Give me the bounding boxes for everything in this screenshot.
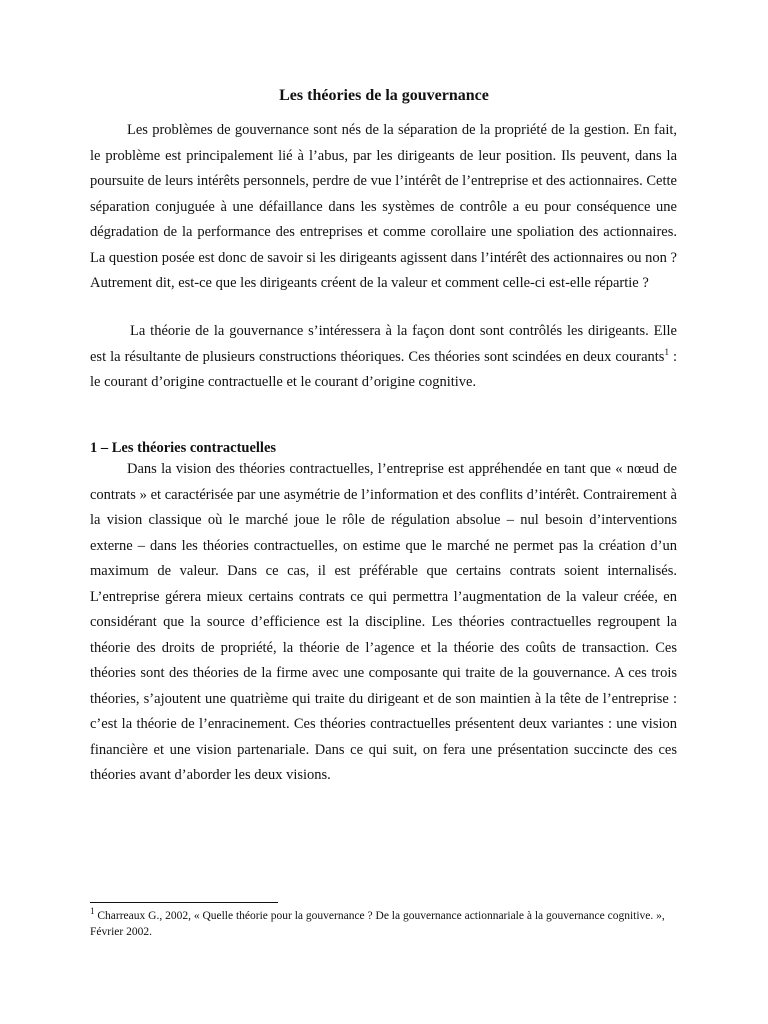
section-heading: 1 – Les théories contractuelles bbox=[90, 440, 277, 456]
footnote-reference: 1 bbox=[664, 346, 669, 357]
footnote-marker: 1 bbox=[90, 906, 95, 917]
paragraph-theory-text: La théorie de la gouvernance s’intéressera à la façon dont sont contrôlés les dirigeants. Elle est la résultante de plusieurs constructions théoriques. Ces théories sont scindées en deux courants bbox=[90, 323, 677, 365]
page-title: Les théories de la gouvernance bbox=[279, 87, 489, 104]
footnote-text: Charreaux G., 2002, « Quelle théorie pour la gouvernance ? De la gouvernance actionnariale à la gouvernance cognitive. », Février 2002. bbox=[90, 910, 665, 938]
footnote-separator bbox=[90, 902, 278, 903]
paragraph-intro: Les problèmes de gouvernance sont nés de la séparation de la propriété de la gestion. En fait, le problème est principalement lié à l’abus, par les dirigeants de leur position. Ils peuvent, dans la poursuite de leurs intérêts personnels, perdre de vue l’intérêt de l’entreprise et des actionnaires. Cette séparation conjuguée à une défaillance dans les systèmes de contrôle a eu pour conséquence une dégradation de la performance des entreprises et comme corollaire une spoliation des actionnaires. La question posée est donc de savoir si les dirigeants agissent dans l’intérêt des actionnaires ou non ? Autrement dit, est-ce que les dirigeants créent de la valeur et comment celle-ci est-elle répartie ? bbox=[90, 122, 677, 291]
paragraph-theory bbox=[90, 319, 677, 396]
paragraph-theory-text-end: : le courant d’origine contractuelle et le courant d’origine cognitive. bbox=[90, 348, 677, 390]
paragraph-contractual: Dans la vision des théories contractuelles, l’entreprise est appréhendée en tant que « nœud de contrats » et caractérisée par une asymétrie de l’information et des conflits d’intérêt. Contrairement à la vision classique où le marché joue le rôle de régulation absolue – nul besoin d’interventions externe – dans les théories contractuelles, on estime que le marché ne permet pas la création d’un maximum de valeur. Dans ce cas, il est préférable que certains contrats soient internalisés. L’entreprise gérera mieux certains contrats ce qui permettra l’augmentation de la valeur créée, en considérant que la source d’efficience est la discipline. Les théories contractuelles regroupent la théorie des droits de propriété, la théorie de l’agence et la théorie des coûts de transaction. Ces théories sont des théories de la firme avec une composante qui traite de la gouvernance. A ces trois théories, s’ajoutent une quatrième qui traite du dirigeant et de son maintien à la tête de l’entreprise : c’est la théorie de l’enracinement. Ces théories contractuelles présentent deux variantes : une vision financière et une vision partenariale. Dans ce qui suit, on fera une présentation succincte des ces théories avant d’aborder les deux visions. bbox=[90, 461, 677, 783]
footnote bbox=[90, 908, 677, 940]
